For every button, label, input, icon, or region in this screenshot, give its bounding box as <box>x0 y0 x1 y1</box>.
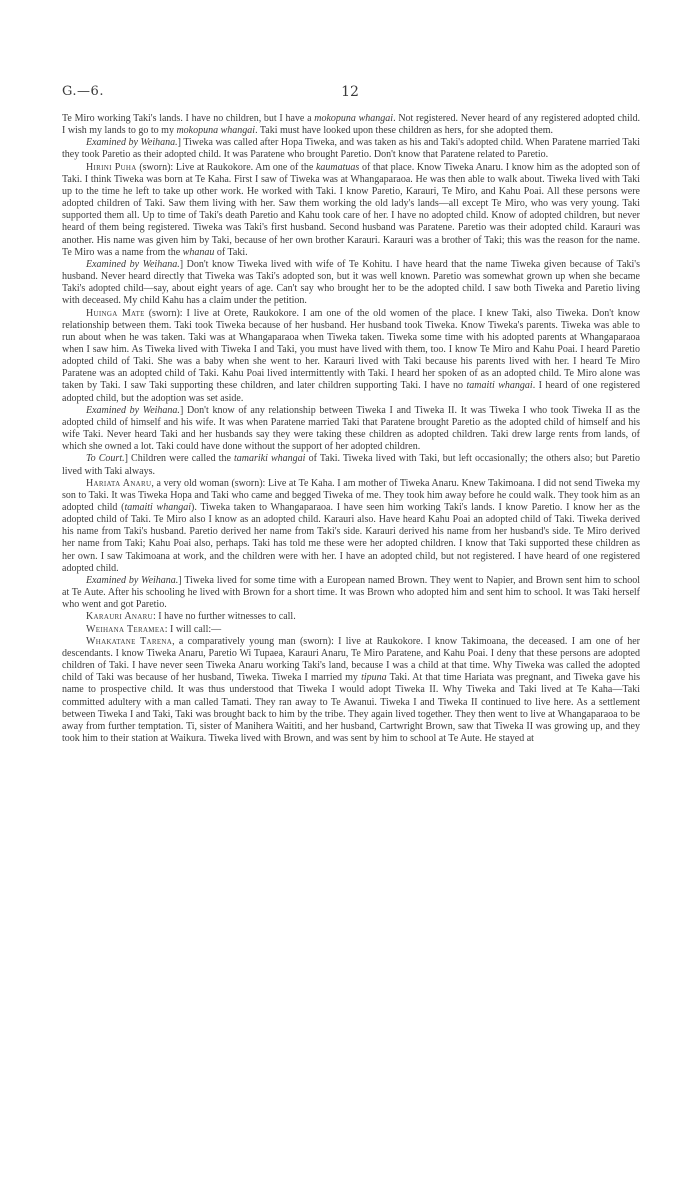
paragraph <box>62 624 640 636</box>
text-run: ] Tiweka was called after Hopa Tiweka, and was taken as his and Taki's adopted child. When Paratene married Taki they took Paretio as their adopted child. It was Paratene who brought Paretio. Don't know that Paratene related to Paretio. <box>62 137 641 161</box>
text-run: . Not registered. Never heard of any registered adopted child. I wish my lands to go to my <box>62 113 641 137</box>
italic-term: tamariki whangai <box>234 453 306 465</box>
text-run: Taki. At that time Hariata was pregnant, and Tiweka gave his name to prospective child. It was thus understood that Tiweka I would adopt Tiweka II. Why Tiweka and Taki lived at Te Kaha—Taki committed adultery with a man called Tamati. They ran away to Te Awanui. Tiweka I and Tiweka II continued to live here. As a settlement between Tiweka I and Taki, Taki was brought back to him by the tribe. They again lived together. They then went to live at Whangaparaoa to be away from further temptation. Ti, sister of Manihera Waititi, and her husband, Cartwright Brown, saw that Tiweka II was growing up, and they took him to their station at Waikura. Tiweka lived with Brown, and was sent by him to school at Te Aute. He stayed at <box>62 672 640 744</box>
paragraph <box>62 636 640 745</box>
text-run: ] Don't know of any relationship between Tiweka I and Tiweka II. It was Tiweka I who took Tiweka II as the adopted child of himself and his wife. It was when Paratene married Taki that Paratene brought Paretio as the adopted child of himself and his wife Taki. Never heard Taki and her husbands say they were taking these children as adopted children. Taki drew large rents from lands, of which she owned a lot. Taki could have done without the support of her adopted children. <box>62 404 640 453</box>
italic-term: mokopuna whangai <box>176 125 256 137</box>
italic-term: tamaiti whangai <box>466 380 533 392</box>
paragraph <box>62 405 640 454</box>
paragraph <box>62 308 640 405</box>
text-run: ] Children were called the <box>124 453 235 465</box>
italic-term: mokopuna whangai <box>314 113 394 124</box>
speaker-name: Hariata Anaru <box>86 477 152 489</box>
speaker-name: Karauri Anaru <box>86 611 153 623</box>
speaker-name: Weihana Teramea <box>86 623 165 635</box>
paragraph <box>62 162 640 259</box>
text-run: , a comparatively young man (sworn): I live at Raukokore. I know Takimoana, the deceased. I am one of her descendants. I know Tiweka Anaru, Paretio Wi Tupaea, Karauri Anaru, Te Miro Paratene, and Kahu Poai. I deny that these persons are adopted children of Taki. I have never seen Tiweka Anaru working Taki's land, because I was a child at that time. Why Tiweka was called the adopted child of Taki was because of her husband, Tiweka. Tiweka I married my <box>62 635 640 684</box>
page-reference: G.—6. <box>62 84 104 99</box>
italic-term: kaumatuas <box>315 161 360 173</box>
text-run: of that place. Know Tiweka Anaru. I know him as the adopted son of Taki. I think Tiweka was born at Te Kaha. First I saw of Tiweka was at Whangaparaoa. He was then able to walk about. Tiweka lived with Taki up to the time he left to take up other work. He worked with Taki. I know Paretio, Karauri, Te Miro, and Kahu Poai. All these persons were adopted children of Taki. Saw them living with her. Saw them working the old lady's lands—all except Te Miro, who was very young. Taki supported them all. Up to time of Taki's death Paretio and Kahu took care of her. I have no adopted child. Know of adopted children, but never heard of them being registered. Tiweka was Taki's first husband. Second husband was Paratene. Paretio was their adopted child. Karauri was another. His name was given him by Taki, because of her own brother Karauri. Karauri was a brother of Taki; this was the reason for the name. Te Miro was a name from the <box>62 161 640 258</box>
text-run: ] Don't know Tiweka lived with wife of Te Kohitu. I have heard that the name Tiweka given because of Taki's husband. Never heard directly that Tiweka was Taki's adopted son, but it was well known. Paretio was somewhat grown up when she became Taki's adopted child—say, about eight years of age. Can't say who brought her to be the adopted child. I saw both Tiweka and Paretio living with deceased. My child Kahu has a claim under the petition. <box>62 258 640 307</box>
italic-term: tamaiti whangai <box>124 502 191 513</box>
paragraph <box>62 259 640 308</box>
text-run: : I will call:— <box>164 623 222 635</box>
italic-term: To Court. <box>86 453 125 465</box>
speaker-name: Huinga Mate <box>86 307 145 319</box>
speaker-name: Hirini Puha <box>86 161 137 173</box>
text-run: . I heard of one registered adopted child, but the adoption was set aside. <box>62 380 640 404</box>
page-header <box>62 84 638 104</box>
paragraph <box>62 137 640 161</box>
italic-term: tipuna <box>361 672 387 684</box>
text-run: . Taki must have looked upon these children as hers, for she adopted them. <box>255 125 553 137</box>
document-body <box>62 113 640 745</box>
text-run: (sworn): Live at Raukokore. Am one of the <box>136 161 316 173</box>
speaker-name: Whakatane Tarena <box>86 635 173 647</box>
paragraph <box>62 611 640 623</box>
text-run: (sworn): I live at Orete, Raukokore. I am one of the old women of the place. I knew Taki, also Tiweka. Don't know relationship between them. Taki took Tiweka because of her husband. Her husband took Tiweka. Know Tiweka's parents. Tiweka was able to run about when he was taken. Taki was at Whangaparaoa when Tiweka taken. Tiweka some time with his adopted parents at Whangaparaoa when I saw him. As Tiweka lived with Tiweka I and Taki, you must have lived with them, too. I know Te Miro and Kahu Poai. I heard Paretio adopted child of Taki. She was a baby when she went to her. Karauri lived with Taki because his parents lived with her. I heard Te Miro Paratene was an adopted child of Taki. Kahu Poai lived intermittently with Taki. I heard her spoken of as an adopted child. Te Miro alone was taken by Taki. I saw Taki supporting these children, and later children supporting Taki. I have no <box>62 307 641 392</box>
paragraph <box>62 478 640 575</box>
text-run: Te Miro working Taki's lands. I have no children, but I have a <box>62 113 315 124</box>
paragraph <box>62 453 640 477</box>
text-run: ] Tiweka lived for some time with a European named Brown. They went to Napier, and Brown sent him to school at Te Aute. After his schooling he lived with Brown for a short time. It was Brown who adopted him and sent him to school. It was Taki herself who went and got Paretio. <box>62 574 640 611</box>
italic-term: Examined by Weihana. <box>86 574 179 586</box>
text-run: ). Tiweka taken to Whangaparaoa. I have seen him working Taki's lands. I know Paretio. I know her as the adopted child of Taki. Te Miro also I know as an adopted child. Karauri also. Have heard Kahu Poai an adopted child of Taki. Tiweka derived his name from Taki's husband. Paretio derived her name from Taki's side. Karauri derived his name from her husband's side. Te Miro derived her name from Taki; Kahu Poai also, perhaps. Taki has told me these were her adopted children. I know that Taki supported these children as her own. I saw Takimoana at work, and the children were with her. I have an adopted child, but not registered. I have heard of one registered adopted child. <box>62 502 640 574</box>
italic-term: Examined by Weihana. <box>86 258 180 270</box>
italic-term: Examined by Weihana. <box>86 137 178 149</box>
text-run: of Taki. <box>214 246 248 258</box>
italic-term: whanau <box>182 246 215 258</box>
text-run: of Taki. Tiweka lived with Taki, but left occasionally; the others also; but Paretio lived with Taki always. <box>62 453 640 477</box>
text-run: , a very old woman (sworn): Live at Te Kaha. I am mother of Tiweka Anaru. Knew Takimoana. I did not send Tiweka my son to Taki. It was Tiweka Hopa and Taki who came and begged Tiweka of me. They took him away before he could walk. They took him as an adopted child ( <box>62 477 641 513</box>
paragraph <box>62 575 640 611</box>
paragraph <box>62 113 640 137</box>
text-run: : I have no further witnesses to call. <box>152 611 296 623</box>
italic-term: Examined by Weihana. <box>86 404 180 416</box>
page-number: 12 <box>341 84 359 100</box>
